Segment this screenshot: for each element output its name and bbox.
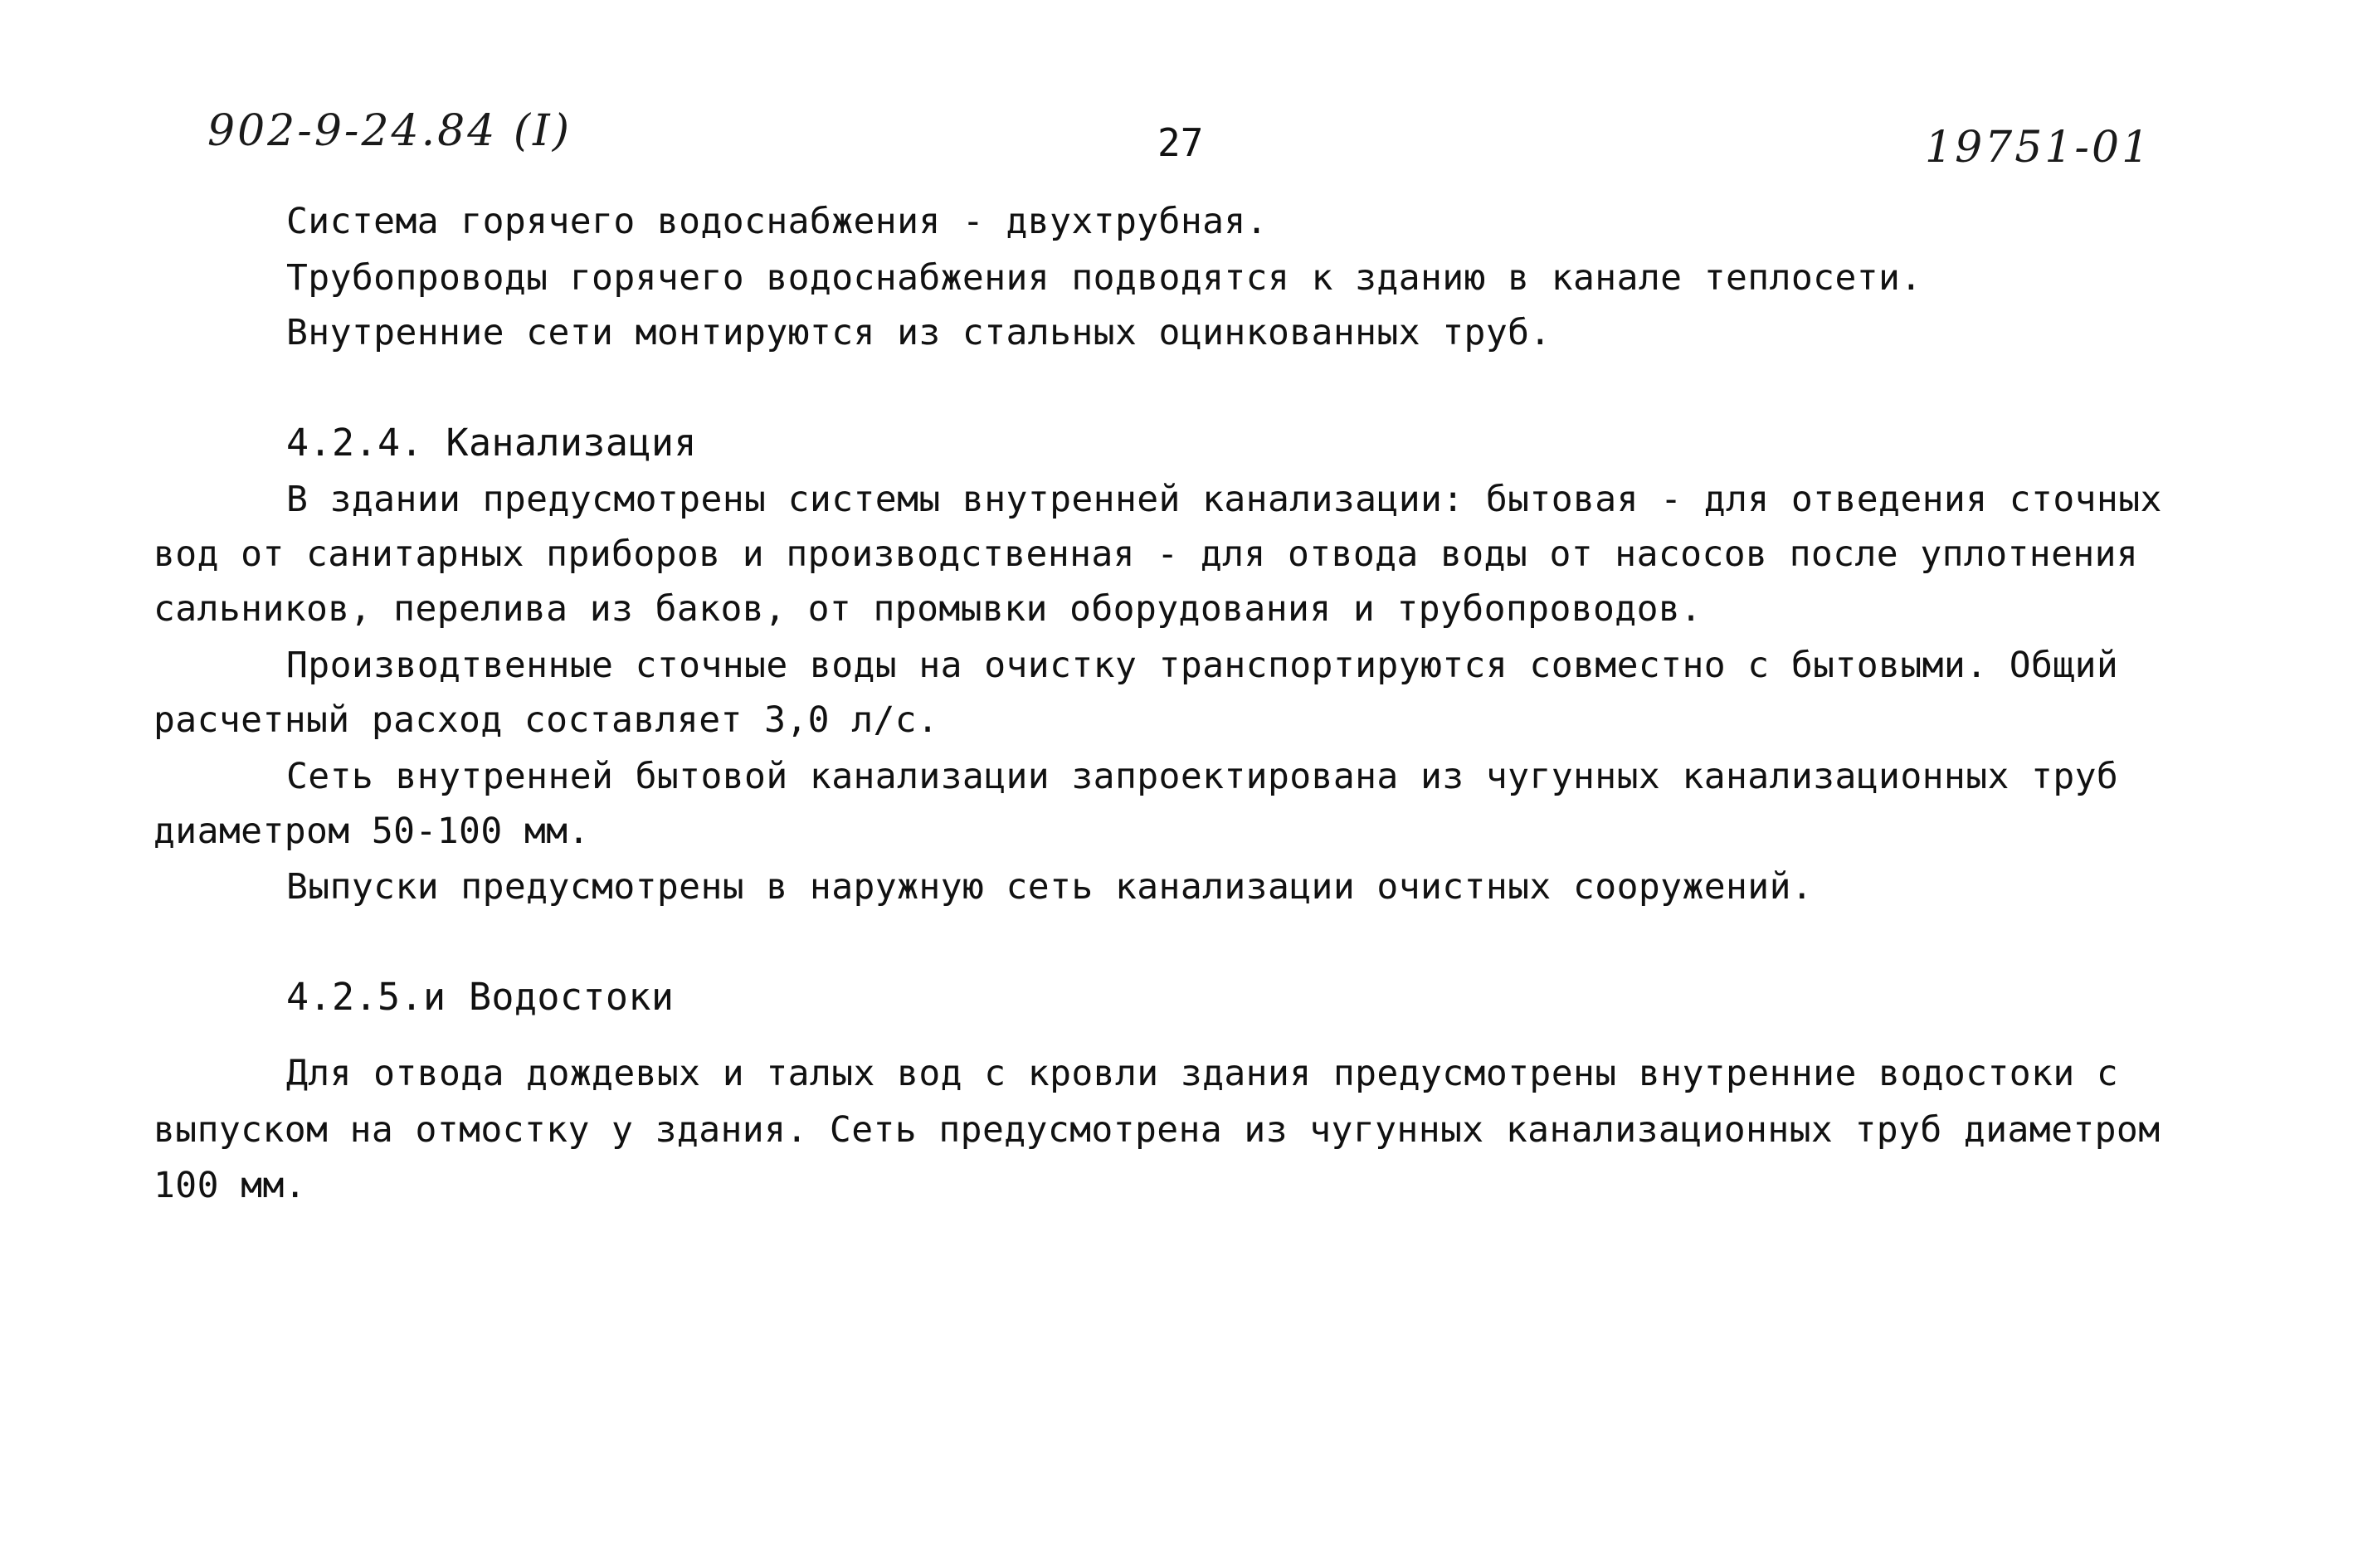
drains-line-1: Для отвода дождевых и талых вод с кровли здания предусмотрены внутренние водостоки с [286, 1053, 2119, 1094]
sewerage-line-3: сальников, перелива из баков, от промывки оборудования и трубопроводов. [153, 588, 1703, 630]
hot-water-line-2: Трубопроводы горячего водоснабжения подводятся к зданию в канале теплосети. [286, 257, 1922, 299]
page-number: 27 [1157, 120, 1204, 165]
drains-line-2: выпуском на отмостку у здания. Сеть предусмотрена из чугунных канализационных труб диаметром [153, 1109, 2161, 1151]
sewerage-line-2: вод от санитарных приборов и производственная - для отвода воды от насосов после уплотнения [153, 533, 2139, 575]
doc-code: 902-9-24.84 (I) [207, 106, 572, 156]
archive-number: 19751-01 [1925, 123, 2152, 173]
sewerage-line-1: В здании предусмотрены системы внутренней канализации: бытовая - для отведения сточных [286, 479, 2162, 520]
sewerage-heading: 4.2.4. Канализация [286, 421, 697, 465]
drains-line-3: 100 мм. [153, 1165, 307, 1206]
sewerage-line-4: Производтвенные сточные воды на очистку транспортируются совместно с бытовыми. Общий [286, 645, 2119, 686]
sewerage-line-7: диаметром 50-100 мм. [153, 811, 590, 852]
sewerage-line-8: Выпуски предусмотрены в наружную сеть канализации очистных сооружений. [286, 866, 1814, 908]
drains-heading: 4.2.5.и Водостоки [286, 975, 675, 1019]
hot-water-line-1: Система горячего водоснабжения - двухтрубная. [286, 201, 1268, 242]
sewerage-line-6: Сеть внутренней бытовой канализации запроектирована из чугунных канализационных труб [286, 756, 2119, 797]
hot-water-line-3: Внутренние сети монтируются из стальных оцинкованных труб. [286, 312, 1552, 353]
sewerage-line-5: расчетный расход составляет 3,0 л/с. [153, 699, 939, 741]
